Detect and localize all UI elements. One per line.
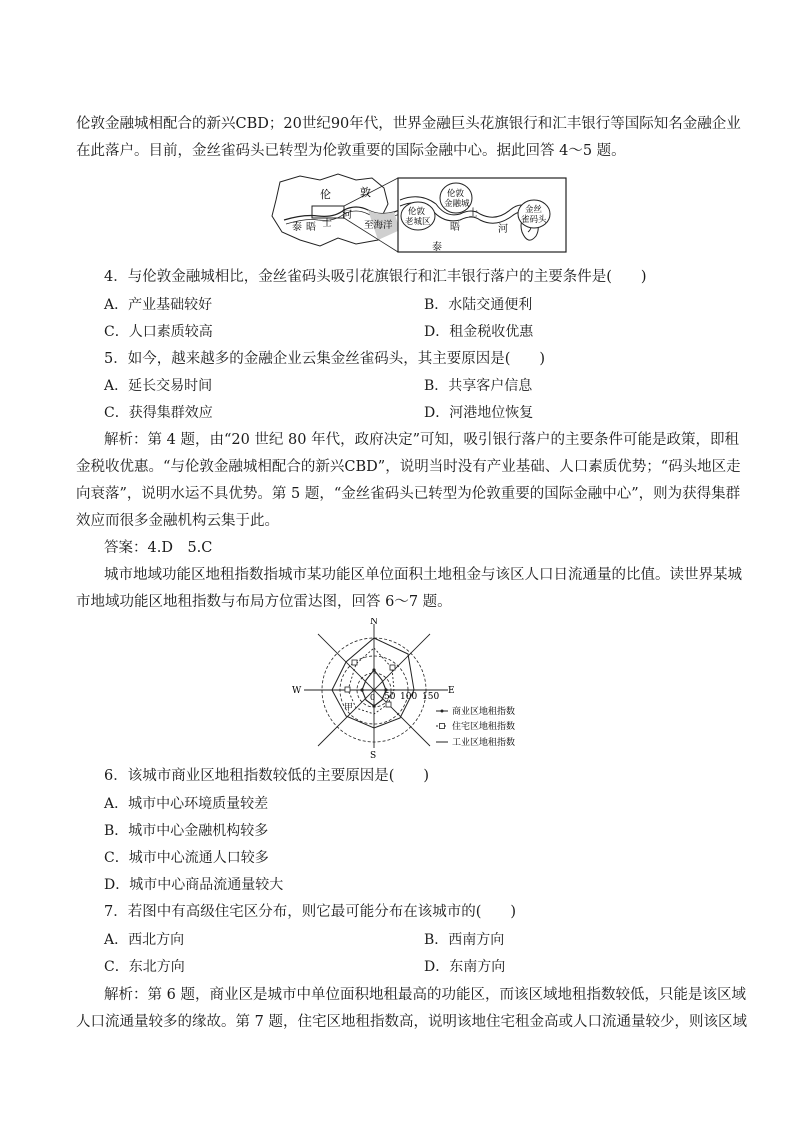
legend-residential: 住宅区地租指数 [452,722,516,732]
dir-w: W [292,686,302,696]
answer-1: 答案：4.D 5.C [104,540,213,556]
detail-label-tai: 泰 [432,242,442,253]
label-finance-city-2: 金融城 [444,199,470,209]
analysis2-line-2: 人口流通量较多的缘故。第 7 题，住宅区地租指数高，说明该地住宅租金高或人口流通量较少，则该区域 [76,1014,747,1030]
tick-150: 150 [422,692,440,702]
map-label-wu: 晤 [306,222,316,233]
q7-stem: 7．若图中有高级住宅区分布，则它最可能分布在该城市的( ) [104,904,517,920]
map-label-tai: 泰 [292,222,302,233]
q7-option-d: D．东南方向 [424,959,506,975]
label-old-city-1: 伦敦 [408,207,426,217]
label-finance-city-1: 伦敦 [447,189,465,199]
radar-figure [288,618,536,764]
q4-option-c: C．人口素质较高 [104,324,213,340]
q5-stem: 5．如今，越来越多的金融企业云集金丝雀码头，其主要原因是( ) [104,351,546,367]
q6-stem: 6．该城市商业区地租指数较低的主要原因是( ) [104,768,430,784]
q6-option-a: A．城市中心环境质量较差 [104,796,269,812]
q5-option-d: D．河港地位恢复 [424,405,534,421]
q4-option-b: B．水陆交通便利 [424,297,533,313]
map-label-shi: 士 [322,218,332,229]
dir-e: E [448,686,455,696]
label-canary-1: 金丝 [525,205,543,215]
q4-stem: 4．与伦敦金融城相比，金丝雀码头吸引花旗银行和汇丰银行落户的主要条件是( ) [104,269,647,285]
q7-option-b: B．西南方向 [424,932,505,948]
intro-line-1: 伦敦金融城相配合的新兴CBD；20世纪90年代，世界金融巨头花旗银行和汇丰银行等国际知名金融企业 [76,116,741,132]
q6-option-c: C．城市中心流通人口较多 [104,850,269,866]
q7-option-c: C．东北方向 [104,959,185,975]
analysis1-line-4: 效应而很多金融机构云集于此。 [76,513,279,529]
q5-option-a: A．延长交易时间 [104,378,213,394]
map-label-dun: 敦 [360,186,371,199]
dir-n: N [370,618,378,627]
detail-label-shi: 士 [468,208,478,219]
map-label-lun: 伦 [320,188,331,201]
q6-option-b: B．城市中心金融机构较多 [104,823,269,839]
intro2-line-2: 市地域功能区地租指数与布局方位雷达图，回答 6～7 题。 [76,594,452,610]
intro-line-2: 在此落户。目前，金丝雀码头已转型为伦敦重要的国际金融中心。据此回答 4～5 题。 [76,143,626,159]
dir-s: S [370,751,377,761]
label-old-city-2: 老城区 [405,217,431,227]
analysis1-line-3: 向衰落”，说明水运不具优势。第 5 题，“金丝雀码头已转型为伦敦重要的国际金融中心”，则为获得集群 [76,486,741,502]
legend-commercial: 商业区地租指数 [452,707,516,717]
tick-100: 100 [400,692,418,702]
london-outline [272,174,392,246]
detail-label-wu: 晤 [450,222,460,233]
tick-0: 0 [370,693,376,702]
analysis2-line-1: 解析：第 6 题，商业区是城市中单位面积地租最高的功能区，而该区域地租指数较低，只能是该区域 [104,987,746,1003]
map-label-he: 河 [342,210,352,221]
detail-label-he: 河 [498,224,508,235]
intro2-line-1: 城市地域功能区地租指数指城市某功能区单位面积土地租金与该区人口日流通量的比值。读世界某城 [104,567,742,583]
q5-option-b: B．共享客户信息 [424,378,533,394]
tick-50: 50 [384,692,396,702]
q4-option-d: D．租金税收优惠 [424,324,534,340]
q7-option-a: A．西北方向 [104,932,185,948]
area-label-jia: 甲 [344,703,354,713]
london-map-figure [260,170,570,254]
industrial-series [332,638,414,728]
q6-option-d: D．城市中心商品流通量较大 [104,877,284,893]
legend-industrial: 工业区地租指数 [452,738,516,748]
q4-option-a: A．产业基础较好 [104,297,213,313]
label-canary-2: 雀码头 [521,215,547,225]
analysis1-line-1: 解析：第 4 题，由“20 世纪 80 年代，政府决定”可知，吸引银行落户的主要条件可能是政策，即租 [104,432,739,448]
map-label-to-sea: 至海洋 [364,220,393,231]
analysis1-line-2: 金税收优惠。“与伦敦金融城相配合的新兴CBD”，说明当时没有产业基础、人口素质优势；“码头地区走 [76,459,741,475]
q5-option-c: C．获得集群效应 [104,405,213,421]
